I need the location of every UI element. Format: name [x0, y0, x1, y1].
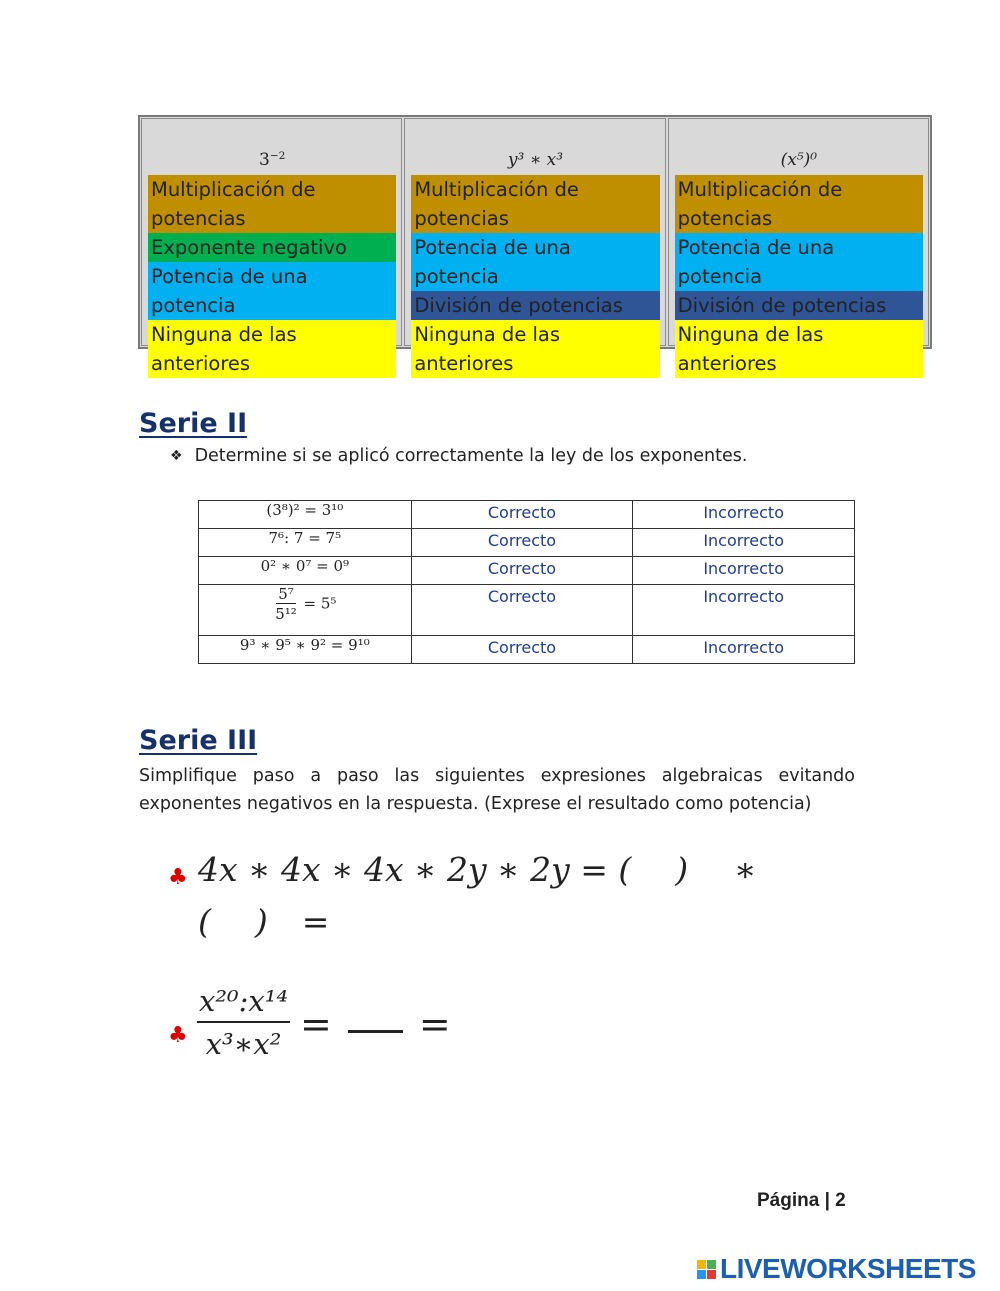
liveworksheets-logo [697, 1253, 976, 1285]
expression-2-fraction [197, 985, 290, 1063]
option-multiplicacion-de-potencias[interactable] [675, 175, 923, 233]
table-row [199, 636, 855, 664]
option-division-de-potencias[interactable]: División de potencias [675, 291, 923, 320]
serie-2-instruction [170, 446, 747, 466]
expression-1-line-1 [198, 850, 757, 889]
expression-cell: 9³ ∗ 9⁵ ∗ 9² = 9¹⁰ [199, 636, 412, 664]
logo-blocks-icon [697, 1260, 716, 1279]
choice-column-3 [668, 118, 929, 375]
close-paren: ) [675, 850, 689, 889]
correcto-option[interactable]: Correcto [411, 529, 633, 557]
option-ninguna-de-las-anteriores[interactable]: Ninguna de las anteriores [148, 320, 396, 378]
answer-blank-1[interactable] [631, 853, 675, 887]
expression-y3-times-x3: y³ ∗ x³ [507, 150, 564, 170]
diamond-bullet-icon: ❖ [170, 448, 183, 464]
equals-sign: = [299, 1002, 332, 1046]
table-row [199, 501, 855, 529]
close-paren: ) [254, 902, 268, 941]
option-division-de-potencias[interactable]: División de potencias [411, 291, 659, 320]
instruction-text: Determine si se aplicó correctamente la ley de los exponentes. [194, 446, 748, 466]
option-multiplicacion-de-potencias[interactable] [411, 175, 659, 233]
option-multiplicacion-de-potencias[interactable] [148, 175, 396, 233]
equals-sign: = [418, 1002, 451, 1046]
option-potencia-de-una-potencia[interactable]: Potencia de una potencia [148, 262, 396, 320]
incorrecto-option[interactable]: Incorrecto [633, 636, 855, 664]
expression-exponent: −2 [269, 150, 286, 163]
expression-2 [197, 985, 451, 1063]
club-bullet-icon: ♣ [168, 1023, 188, 1048]
fraction-numerator: 5⁷ [278, 585, 294, 603]
table-row [199, 557, 855, 585]
fraction-denominator: x³∗x² [205, 1027, 282, 1061]
fraction-numerator: x²⁰:x¹⁴ [197, 985, 290, 1023]
answer-blank-2[interactable] [211, 905, 255, 939]
incorrecto-option[interactable]: Incorrecto [633, 529, 855, 557]
expression-1-text: 4x ∗ 4x ∗ 4x ∗ 2y ∗ 2y = ( [198, 850, 632, 889]
choice-column-1 [141, 118, 402, 375]
incorrecto-option[interactable]: Incorrecto [633, 557, 855, 585]
option-label: Multiplicación de potencias [151, 178, 316, 230]
table-row [199, 585, 855, 636]
fraction-rhs: = 5⁵ [303, 594, 337, 613]
equals-sign: = [301, 902, 330, 941]
serie-2-title: Serie II [139, 408, 248, 439]
true-false-table [198, 500, 855, 664]
fraction [273, 585, 299, 624]
incorrecto-option[interactable]: Incorrecto [633, 585, 855, 636]
correcto-option[interactable]: Correcto [411, 636, 633, 664]
option-potencia-de-una-potencia[interactable]: Potencia de una potencia [675, 233, 923, 291]
option-label: Multiplicación de potencias [414, 178, 579, 230]
correcto-option[interactable]: Correcto [411, 557, 633, 585]
option-label: Multiplicación de potencias [677, 178, 843, 230]
correcto-option[interactable]: Correcto [411, 585, 633, 636]
open-paren: ( [198, 902, 211, 941]
expression-cell [199, 585, 412, 636]
serie-3-instruction: Simplifique paso a paso las siguientes expresiones algebraicas evitando exponentes negativos en la respuesta. (Exprese el resultado como potencia) [139, 766, 855, 814]
serie-3-title: Serie III [139, 725, 258, 756]
choice-column-2 [404, 118, 665, 375]
fraction-denominator: 5¹² [275, 605, 297, 623]
logo-text: LIVEWORKSHEETS [720, 1253, 976, 1284]
option-ninguna-de-las-anteriores[interactable]: Ninguna de las anteriores [675, 320, 923, 378]
expression-cell: (3⁸)² = 3¹⁰ [199, 501, 412, 529]
expression-x5-pow-0: (x⁵)⁰ [780, 150, 818, 170]
expression-base: 3 [258, 150, 270, 170]
option-ninguna-de-las-anteriores[interactable]: Ninguna de las anteriores [411, 320, 659, 378]
page-number: Página | 2 [757, 1190, 846, 1211]
table-row [199, 529, 855, 557]
expression-3-pow-neg2 [148, 147, 396, 173]
option-exponente-negativo[interactable]: Exponente negativo [148, 233, 396, 262]
incorrecto-option[interactable]: Incorrecto [633, 501, 855, 529]
correcto-option[interactable]: Correcto [411, 501, 633, 529]
exponent-law-choice-table [138, 115, 932, 375]
club-bullet-icon: ♣ [168, 865, 188, 890]
expression-cell: 7⁶: 7 = 7⁵ [199, 529, 412, 557]
answer-blank-line[interactable] [348, 1015, 403, 1033]
option-potencia-de-una-potencia[interactable]: Potencia de una potencia [411, 233, 659, 291]
expression-cell: 0² ∗ 0⁷ = 0⁹ [199, 557, 412, 585]
expression-1-line-2 [198, 902, 329, 941]
multiply-sign: ∗ [734, 850, 757, 889]
